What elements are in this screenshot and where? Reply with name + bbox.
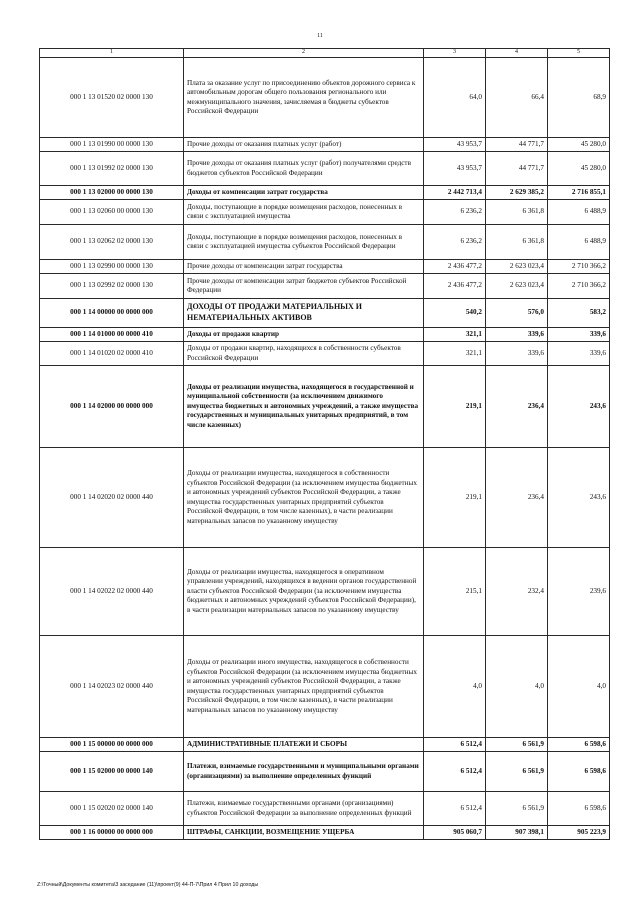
amount-col3: 905 060,7 — [424, 826, 486, 840]
amount-col4: 4,0 — [486, 636, 548, 738]
file-path-footer: Z:\Точный\Документы комитета\3 заседание (11)\проект(9) 44-П-7\Прил 4 Прил 10 доходы — [37, 882, 259, 888]
revenue-name: Доходы от реализации имущества, находящегося в государственной и муниципальной собственности (за исключением движимого имущества бюджетных и автономных учреждений, а также имущества государственных и муниципальных унитарных предприятий, в том числе казенных) — [184, 366, 424, 448]
amount-col5: 243,6 — [548, 366, 610, 448]
amount-col5: 4,0 — [548, 636, 610, 738]
amount-col5: 2 710 366,2 — [548, 274, 610, 299]
amount-col3: 4,0 — [424, 636, 486, 738]
revenue-name: Доходы от реализации имущества, находящегося в оперативном управлении учреждений, находящихся в ведении органов государственной власти субъектов Российской Федерации (за исключением имущества бюджетных и автономных учреждений субъектов Российской Федерации), в части реализации материальных запасов по указанному имуществу — [184, 548, 424, 636]
amount-col3: 321,1 — [424, 328, 486, 342]
table-row — [40, 826, 610, 840]
amount-col5: 6 598,6 — [548, 752, 610, 792]
revenue-name: Доходы, поступающие в порядке возмещения расходов, понесенных в связи с эксплуатацией имущества — [184, 200, 424, 225]
amount-col4: 2 623 023,4 — [486, 274, 548, 299]
table-row — [40, 200, 610, 225]
table-row — [40, 152, 610, 186]
amount-col5: 45 280,0 — [548, 152, 610, 186]
column-number: 3 — [424, 49, 486, 58]
table-row — [40, 225, 610, 260]
amount-col5: 45 280,0 — [548, 138, 610, 152]
revenue-name: ДОХОДЫ ОТ ПРОДАЖИ МАТЕРИАЛЬНЫХ И НЕМАТЕРИАЛЬНЫХ АКТИВОВ — [184, 299, 424, 328]
budget-code: 000 1 14 00000 00 0000 000 — [40, 299, 184, 328]
amount-col4: 6 561,9 — [486, 738, 548, 752]
budget-code: 000 1 13 02992 02 0000 130 — [40, 274, 184, 299]
column-number: 5 — [548, 49, 610, 58]
table-row — [40, 274, 610, 299]
column-numbers-row — [40, 49, 610, 58]
budget-code: 000 1 15 02000 00 0000 140 — [40, 752, 184, 792]
revenue-name: Платежи, взимаемые государственными и муниципальными органами (организациями) за выполнение определенных функций — [184, 752, 424, 792]
amount-col4: 236,4 — [486, 366, 548, 448]
table-row — [40, 366, 610, 448]
budget-code: 000 1 13 02060 00 0000 130 — [40, 200, 184, 225]
revenue-name: Доходы от реализации имущества, находящегося в собственности субъектов Российской Федерации (за исключением имущества бюджетных и автономных учреждений субъектов Российской Федерации, а также имущества государственных унитарных предприятий субъектов Российской Федерации, в том числе казенных), в части реализации материальных запасов по указанному имуществу — [184, 448, 424, 548]
amount-col5: 6 488,9 — [548, 225, 610, 260]
table-row — [40, 58, 610, 138]
revenue-name: Прочие доходы от компенсации затрат государства — [184, 260, 424, 274]
budget-code: 000 1 13 02000 00 0000 130 — [40, 186, 184, 200]
amount-col4: 66,4 — [486, 58, 548, 138]
amount-col4: 2 623 023,4 — [486, 260, 548, 274]
amount-col3: 64,0 — [424, 58, 486, 138]
amount-col4: 2 629 385,2 — [486, 186, 548, 200]
amount-col5: 68,9 — [548, 58, 610, 138]
amount-col3: 6 512,4 — [424, 752, 486, 792]
amount-col3: 540,2 — [424, 299, 486, 328]
page-number: 11 — [317, 33, 323, 39]
amount-col5: 583,2 — [548, 299, 610, 328]
table-row — [40, 138, 610, 152]
amount-col4: 6 361,8 — [486, 225, 548, 260]
table-row — [40, 260, 610, 274]
budget-code: 000 1 15 02020 02 0000 140 — [40, 792, 184, 826]
amount-col5: 239,6 — [548, 548, 610, 636]
amount-col3: 6 236,2 — [424, 225, 486, 260]
amount-col5: 339,6 — [548, 342, 610, 366]
column-number: 2 — [184, 49, 424, 58]
amount-col4: 907 398,1 — [486, 826, 548, 840]
revenue-name: Доходы от продажи квартир, находящихся в собственности субъектов Российской Федерации — [184, 342, 424, 366]
amount-col3: 219,1 — [424, 366, 486, 448]
revenue-name: Доходы от продажи квартир — [184, 328, 424, 342]
budget-code: 000 1 13 01520 02 0000 130 — [40, 58, 184, 138]
amount-col5: 6 598,6 — [548, 738, 610, 752]
budget-code: 000 1 15 00000 00 0000 000 — [40, 738, 184, 752]
amount-col4: 339,6 — [486, 328, 548, 342]
column-number: 1 — [40, 49, 184, 58]
table-row — [40, 548, 610, 636]
budget-code: 000 1 14 02022 02 0000 440 — [40, 548, 184, 636]
table-row — [40, 328, 610, 342]
revenue-table — [39, 48, 610, 840]
amount-col3: 43 953,7 — [424, 152, 486, 186]
budget-code: 000 1 14 02023 02 0000 440 — [40, 636, 184, 738]
amount-col4: 6 561,9 — [486, 752, 548, 792]
amount-col3: 2 436 477,2 — [424, 274, 486, 299]
budget-code: 000 1 16 00000 00 0000 000 — [40, 826, 184, 840]
amount-col3: 6 512,4 — [424, 738, 486, 752]
revenue-name: Доходы от компенсации затрат государства — [184, 186, 424, 200]
amount-col3: 215,1 — [424, 548, 486, 636]
revenue-name: Платежи, взимаемые государственными органами (организациями) субъектов Российской Федерации за выполнение определенных функций — [184, 792, 424, 826]
amount-col5: 2 716 855,1 — [548, 186, 610, 200]
amount-col4: 236,4 — [486, 448, 548, 548]
table-row — [40, 738, 610, 752]
amount-col3: 2 436 477,2 — [424, 260, 486, 274]
amount-col5: 6 598,6 — [548, 792, 610, 826]
budget-code: 000 1 13 01992 02 0000 130 — [40, 152, 184, 186]
budget-code: 000 1 13 02990 00 0000 130 — [40, 260, 184, 274]
revenue-name: АДМИНИСТРАТИВНЫЕ ПЛАТЕЖИ И СБОРЫ — [184, 738, 424, 752]
amount-col5: 339,6 — [548, 328, 610, 342]
amount-col3: 6 512,4 — [424, 792, 486, 826]
table-row — [40, 342, 610, 366]
amount-col4: 44 771,7 — [486, 138, 548, 152]
revenue-name: Прочие доходы от компенсации затрат бюджетов субъектов Российской Федерации — [184, 274, 424, 299]
amount-col5: 2 710 366,2 — [548, 260, 610, 274]
amount-col3: 219,1 — [424, 448, 486, 548]
amount-col4: 576,0 — [486, 299, 548, 328]
table-row — [40, 448, 610, 548]
budget-code: 000 1 14 01000 00 0000 410 — [40, 328, 184, 342]
table-row — [40, 299, 610, 328]
budget-code: 000 1 13 02062 02 0000 130 — [40, 225, 184, 260]
revenue-name: Плата за оказание услуг по присоединению объектов дорожного сервиса к автомобильным дорогам общего пользования регионального или межмуниципального значения, зачисляемая в бюджеты субъектов Российской Федерации — [184, 58, 424, 138]
amount-col3: 43 953,7 — [424, 138, 486, 152]
amount-col5: 6 488,9 — [548, 200, 610, 225]
amount-col4: 339,6 — [486, 342, 548, 366]
amount-col5: 905 223,9 — [548, 826, 610, 840]
budget-code: 000 1 13 01990 00 0000 130 — [40, 138, 184, 152]
table-row — [40, 186, 610, 200]
revenue-name: Прочие доходы от оказания платных услуг (работ) получателями средств бюджетов субъектов Российской Федерации — [184, 152, 424, 186]
revenue-name: Прочие доходы от оказания платных услуг (работ) — [184, 138, 424, 152]
amount-col5: 243,6 — [548, 448, 610, 548]
amount-col3: 321,1 — [424, 342, 486, 366]
table-row — [40, 792, 610, 826]
amount-col4: 232,4 — [486, 548, 548, 636]
revenue-name: ШТРАФЫ, САНКЦИИ, ВОЗМЕЩЕНИЕ УЩЕРБА — [184, 826, 424, 840]
budget-code: 000 1 14 01020 02 0000 410 — [40, 342, 184, 366]
amount-col4: 6 561,9 — [486, 792, 548, 826]
budget-code: 000 1 14 02020 02 0000 440 — [40, 448, 184, 548]
amount-col3: 6 236,2 — [424, 200, 486, 225]
amount-col4: 6 361,8 — [486, 200, 548, 225]
amount-col3: 2 442 713,4 — [424, 186, 486, 200]
column-number: 4 — [486, 49, 548, 58]
revenue-name: Доходы, поступающие в порядке возмещения расходов, понесенных в связи с эксплуатацией имущества субъектов Российской Федерации — [184, 225, 424, 260]
amount-col4: 44 771,7 — [486, 152, 548, 186]
budget-code: 000 1 14 02000 00 0000 000 — [40, 366, 184, 448]
table-row — [40, 752, 610, 792]
revenue-name: Доходы от реализации иного имущества, находящегося в собственности субъектов Российской Федерации (за исключением имущества бюджетных и автономных учреждений субъектов Российской Федерации, а также имущества государственных унитарных предприятий субъектов Российской Федерации, в том числе казенных), в части реализации материальных запасов по указанному имуществу — [184, 636, 424, 738]
table-row — [40, 636, 610, 738]
